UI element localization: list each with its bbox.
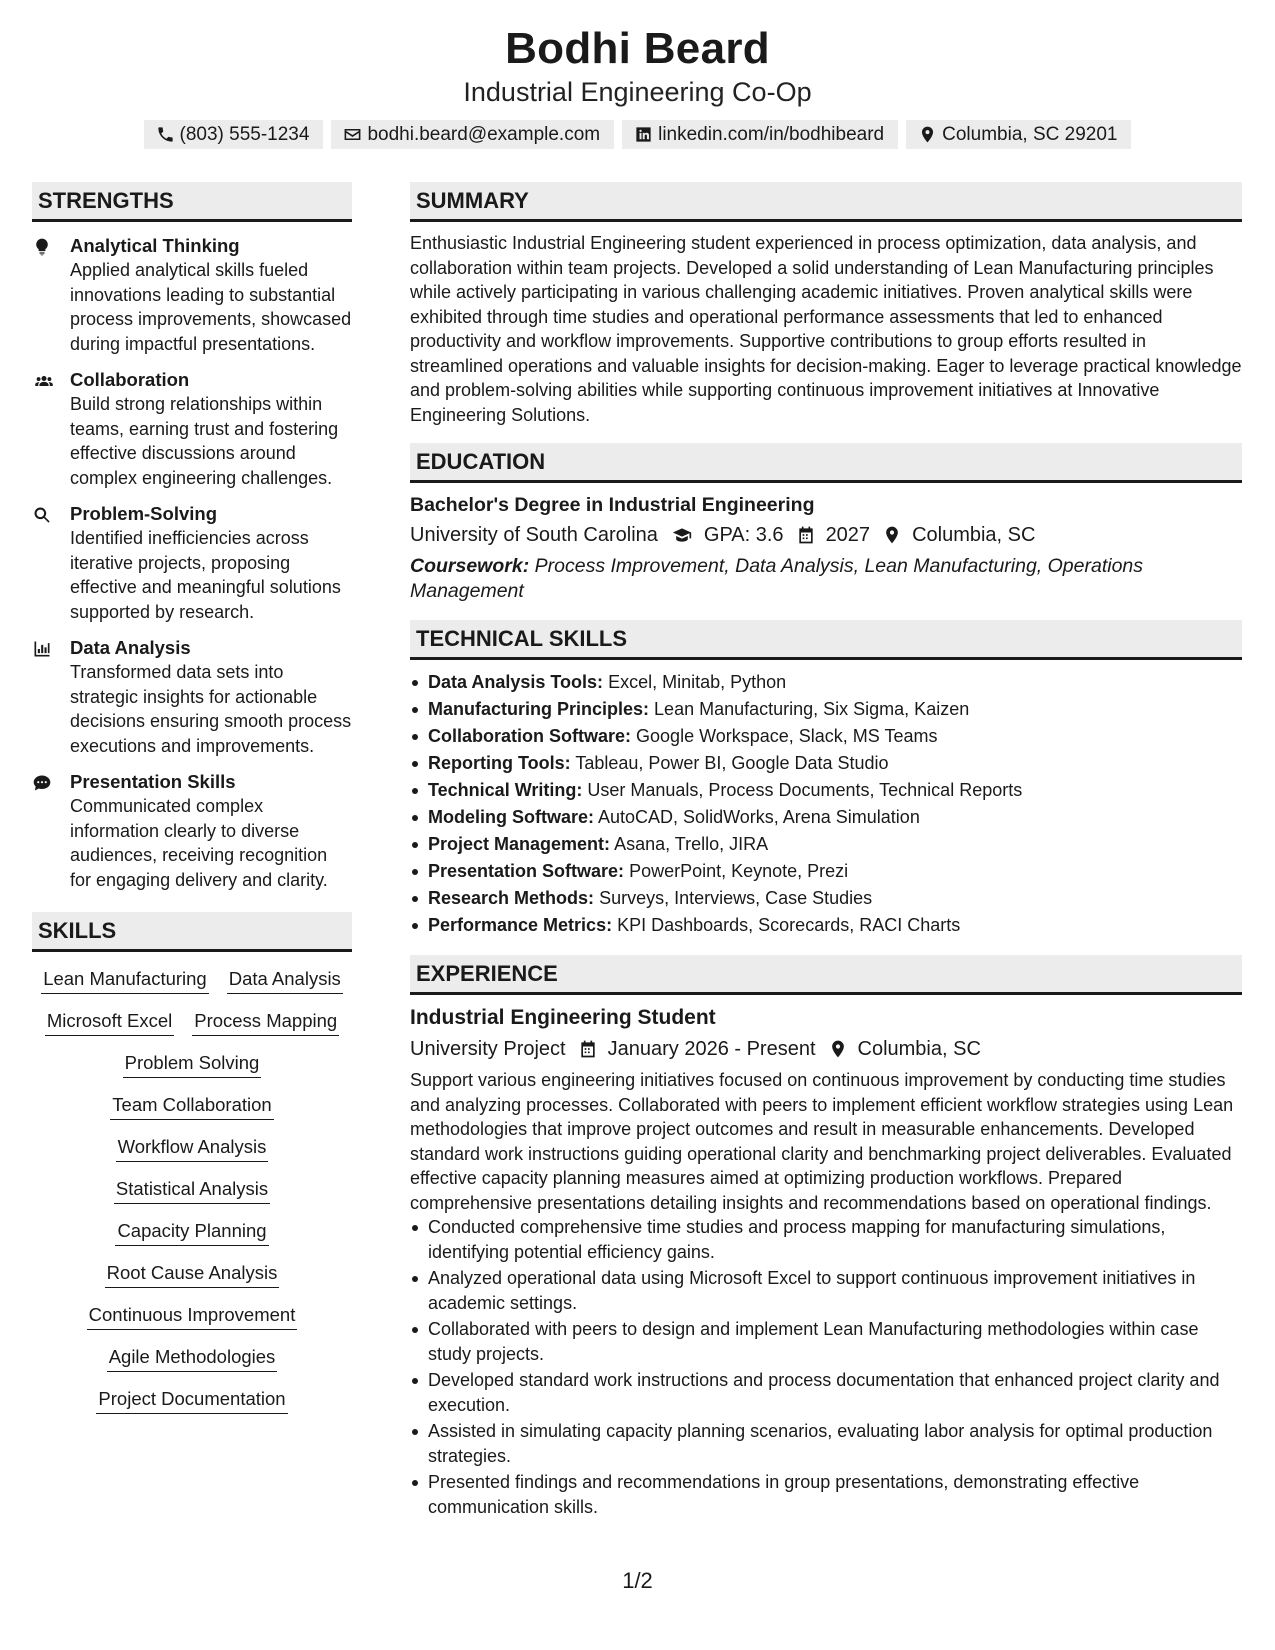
list-item: Developed standard work instructions and process documentation that enhanced project clarity and execution. [410, 1368, 1242, 1417]
list-item [410, 777, 1242, 804]
tech-skill-label: Performance Metrics: [428, 915, 613, 935]
tech-skill-label: Reporting Tools: [428, 753, 571, 773]
linkedin-icon [634, 125, 653, 144]
education-coursework [410, 554, 1242, 604]
tech-skill-label: Research Methods: [428, 888, 595, 908]
envelope-icon [343, 125, 362, 144]
job-bullets [410, 1215, 1242, 1519]
strength-desc: Transformed data sets into strategic insights for actionable decisions ensuring smooth process executions and improvements. [70, 662, 352, 756]
education-section-title: EDUCATION [410, 443, 1242, 483]
tech-skill-value: Asana, Trello, JIRA [614, 834, 769, 854]
bar-chart-icon [32, 639, 52, 659]
strength-desc: Communicated complex information clearly to diverse audiences, receiving recognition for engaging delivery and clarity. [70, 796, 328, 890]
contact-email[interactable] [331, 120, 614, 149]
skills-tag-list [32, 966, 352, 1414]
location-pin-icon [828, 1039, 848, 1059]
skill-tag: Capacity Planning [115, 1218, 268, 1246]
job-description: Support various engineering initiatives focused on continuous improvement by conducting time studies and analyzing processes. Collaborated with peers to implement efficient workflow strategies using Lean methodologies that improve project outcomes and result in measurable enhancements. Developed standard work instructions guiding operational clarity and benchmarking project deliverables. Evaluated effective capacity planning measures aimed at optimizing production workflows. Prepared comprehensive presentations detailing insights and recommendations based on operational findings. [410, 1070, 1234, 1213]
list-item [410, 669, 1242, 696]
list-item [410, 723, 1242, 750]
strength-item [32, 368, 352, 490]
skill-tag: Root Cause Analysis [105, 1260, 280, 1288]
calendar-icon [796, 525, 816, 545]
strength-title: Presentation Skills [70, 771, 236, 792]
calendar-icon [578, 1039, 598, 1059]
strength-title: Collaboration [70, 369, 190, 390]
tech-skill-label: Project Management: [428, 834, 611, 854]
contact-linkedin[interactable] [622, 120, 898, 149]
experience-section-title: EXPERIENCE [410, 955, 1242, 995]
candidate-headline: Industrial Engineering Co-Op [463, 77, 812, 107]
strengths-list [32, 234, 352, 892]
list-item [410, 804, 1242, 831]
strength-title: Problem-Solving [70, 503, 217, 524]
left-column [32, 182, 352, 1414]
linkedin-text[interactable]: linkedin.com/in/bodhibeard [658, 124, 885, 145]
list-item: Assisted in simulating capacity planning scenarios, evaluating labor analysis for optimal production strategies. [410, 1419, 1242, 1468]
tech-skill-label: Manufacturing Principles: [428, 699, 650, 719]
strength-item [32, 636, 352, 758]
summary-text: Enthusiastic Industrial Engineering student experienced in process optimization, data analysis, and collaboration within team projects. Developed a solid understanding of Lean Manufacturing principles while actively participating in various challenging academic initiatives. Proven analytical skills were exhibited through time studies and operational performance assessments that led to enhanced productivity and workflow improvements. Supportive contributions to group efforts resulted in streamlined operations and valuable insights for decision-making. Eager to leverage practical knowledge and problem-solving abilities while supporting continuous improvement initiatives at Innovative Engineering Solutions. [410, 233, 1242, 425]
job-meta [410, 1035, 1242, 1063]
summary-section-title: SUMMARY [410, 182, 1242, 222]
search-icon [32, 505, 52, 525]
tech-skill-value: User Manuals, Process Documents, Technical Reports [587, 780, 1023, 800]
coursework-text: Process Improvement, Data Analysis, Lean Manufacturing, Operations Management [410, 555, 1144, 602]
tech-skill-value: Excel, Minitab, Python [608, 672, 787, 692]
tech-skill-label: Technical Writing: [428, 780, 583, 800]
skill-tag: Microsoft Excel [45, 1008, 174, 1036]
list-item [410, 696, 1242, 723]
email-text[interactable]: bodhi.beard@example.com [367, 124, 601, 145]
education-degree: Bachelor's Degree in Industrial Engineering [410, 494, 815, 516]
location-text: Columbia, SC 29201 [942, 124, 1118, 145]
skill-tag: Process Mapping [192, 1008, 339, 1036]
tech-skill-value: Tableau, Power BI, Google Data Studio [575, 753, 889, 773]
strength-desc: Applied analytical skills fueled innovations leading to substantial process improvements, showcased during impactful presentations. [70, 260, 352, 354]
skill-tag: Team Collaboration [110, 1092, 273, 1120]
skill-tag: Workflow Analysis [116, 1134, 269, 1162]
tech-skill-label: Data Analysis Tools: [428, 672, 604, 692]
list-item: Conducted comprehensive time studies and process mapping for manufacturing simulations, identifying potential efficiency gains. [410, 1215, 1242, 1264]
right-column [410, 182, 1242, 1521]
education-year: 2027 [825, 524, 871, 546]
tech-skill-value: AutoCAD, SolidWorks, Arena Simulation [598, 807, 920, 827]
location-pin-icon [882, 525, 902, 545]
strength-item [32, 770, 352, 892]
strength-desc: Identified inefficiencies across iterative projects, proposing effective and meaningful solutions supported by research. [70, 528, 341, 622]
page-number: 1/2 [622, 1568, 653, 1593]
tech-skill-value: Lean Manufacturing, Six Sigma, Kaizen [654, 699, 970, 719]
location-pin-icon [918, 125, 937, 144]
contact-phone [144, 120, 324, 149]
education-gpa: GPA: 3.6 [703, 524, 784, 546]
coursework-label: Coursework: [410, 555, 530, 577]
chat-bubbles-icon [32, 773, 52, 793]
users-icon [32, 371, 56, 391]
contact-location [906, 120, 1131, 149]
resume-header [0, 22, 1275, 149]
list-item: Collaborated with peers to design and implement Lean Manufacturing methodologies within case study projects. [410, 1317, 1242, 1366]
list-item [410, 885, 1242, 912]
job-org: University Project [410, 1038, 566, 1060]
education-location: Columbia, SC [912, 524, 1036, 546]
education-meta [410, 521, 1242, 549]
tech-skill-value: Google Workspace, Slack, MS Teams [636, 726, 938, 746]
skill-tag: Project Documentation [96, 1386, 287, 1414]
skill-tag: Statistical Analysis [114, 1176, 270, 1204]
skill-tag: Problem Solving [123, 1050, 262, 1078]
strength-title: Data Analysis [70, 637, 191, 658]
education-school: University of South Carolina [410, 524, 658, 546]
candidate-name: Bodhi Beard [505, 24, 770, 73]
list-item: Analyzed operational data using Microsoft Excel to support continuous improvement initiatives in academic settings. [410, 1266, 1242, 1315]
strength-desc: Build strong relationships within teams, earning trust and fostering effective discussions around complex engineering challenges. [70, 394, 339, 488]
job-dates: January 2026 - Present [607, 1038, 816, 1060]
list-item [410, 912, 1242, 939]
skill-tag: Lean Manufacturing [41, 966, 209, 994]
skill-tag: Data Analysis [227, 966, 343, 994]
list-item: Presented findings and recommendations in group presentations, demonstrating effective communication skills. [410, 1470, 1242, 1519]
strength-item [32, 502, 352, 624]
strengths-section-title: STRENGTHS [32, 182, 352, 222]
tech-skill-value: KPI Dashboards, Scorecards, RACI Charts [617, 915, 961, 935]
skill-tag: Continuous Improvement [87, 1302, 298, 1330]
list-item [410, 858, 1242, 885]
phone-text: (803) 555-1234 [179, 124, 310, 145]
tech-skill-value: Surveys, Interviews, Case Studies [599, 888, 873, 908]
job-title: Industrial Engineering Student [410, 1006, 716, 1029]
phone-icon [156, 125, 175, 144]
list-item [410, 831, 1242, 858]
skill-tag: Agile Methodologies [107, 1344, 278, 1372]
job-location: Columbia, SC [857, 1038, 981, 1060]
strength-item [32, 234, 352, 356]
technical-skills-list [410, 669, 1242, 939]
tech-skill-label: Modeling Software: [428, 807, 594, 827]
strength-title: Analytical Thinking [70, 235, 240, 256]
contact-bar [0, 120, 1275, 149]
tech-skill-label: Collaboration Software: [428, 726, 632, 746]
tech-skill-value: PowerPoint, Keynote, Prezi [629, 861, 849, 881]
skills-section-title: SKILLS [32, 912, 352, 952]
lightbulb-icon [32, 237, 52, 257]
graduation-cap-icon [670, 525, 694, 545]
tech-skill-label: Presentation Software: [428, 861, 625, 881]
list-item [410, 750, 1242, 777]
technical-skills-section-title: TECHNICAL SKILLS [410, 620, 1242, 660]
